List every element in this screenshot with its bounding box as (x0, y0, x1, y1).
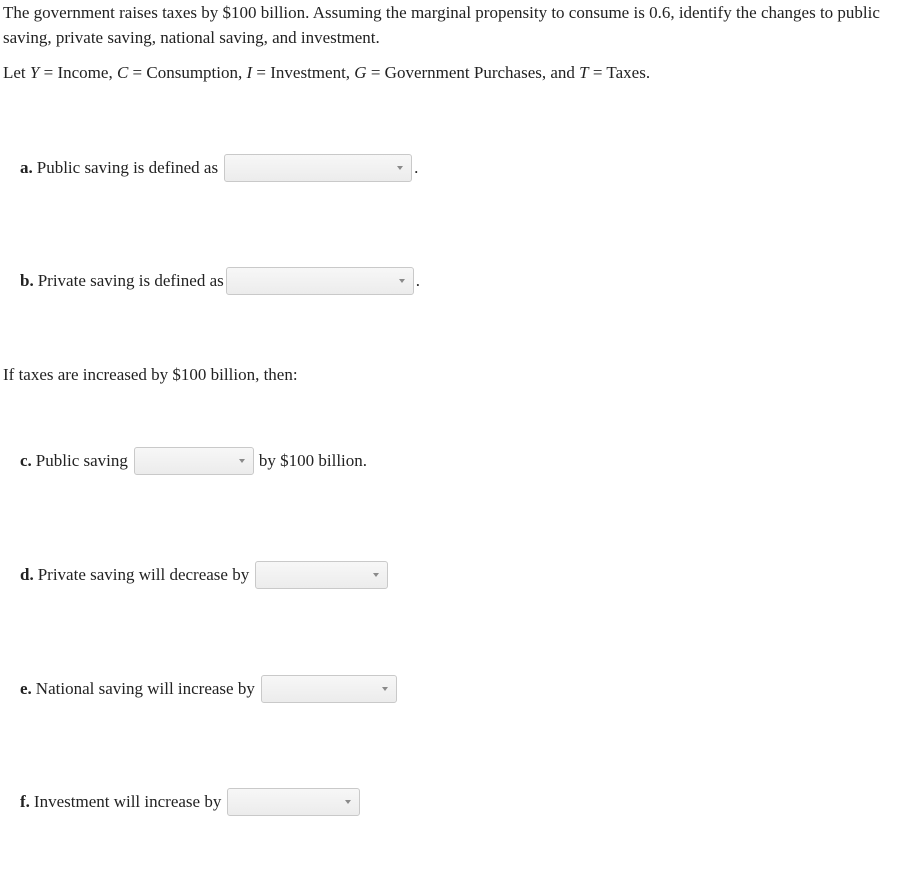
question-a (20, 153, 418, 183)
private-saving-decrease-dropdown[interactable] (255, 561, 388, 589)
chevron-down-icon (397, 166, 403, 170)
private-saving-definition-dropdown[interactable] (226, 267, 414, 295)
question-c-letter: c. (20, 451, 32, 470)
question-a-suffix: . (414, 158, 419, 177)
let-label: Let (3, 63, 26, 82)
var-t: T (579, 63, 589, 82)
chevron-down-icon (345, 800, 351, 804)
question-c-text: Public saving (35, 451, 128, 470)
question-b-letter: b. (20, 271, 34, 290)
question-b (20, 266, 420, 296)
problem-statement: The government raises taxes by $100 billion. Assuming the marginal propensity to consume is 0.6, identify the changes to public saving, private saving, national saving, and investment. (3, 3, 880, 47)
question-c-suffix: by $100 billion. (258, 451, 368, 470)
var-i: I (246, 63, 253, 82)
question-f-text: Investment will increase by (33, 792, 222, 811)
chevron-down-icon (382, 687, 388, 691)
def-y: = Income, (39, 63, 117, 82)
national-saving-increase-dropdown[interactable] (261, 675, 397, 703)
chevron-down-icon (373, 573, 379, 577)
var-g: G (354, 63, 367, 82)
question-d-letter: d. (20, 565, 34, 584)
question-a-letter: a. (20, 158, 33, 177)
question-d-text: Private saving will decrease by (37, 565, 250, 584)
def-i: = Investment, (252, 63, 355, 82)
question-e (20, 674, 397, 704)
variable-definitions (3, 60, 650, 85)
question-c (20, 446, 367, 476)
question-d (20, 560, 388, 590)
def-c: = Consumption, (128, 63, 247, 82)
question-b-suffix: . (415, 271, 420, 290)
public-saving-definition-dropdown[interactable] (224, 154, 412, 182)
var-y: Y (29, 63, 40, 82)
public-saving-change-dropdown[interactable] (134, 447, 254, 475)
question-a-text: Public saving is defined as (36, 158, 219, 177)
var-c: C (116, 63, 129, 82)
chevron-down-icon (239, 459, 245, 463)
investment-increase-dropdown[interactable] (227, 788, 360, 816)
def-g: = Government Purchases, and (366, 63, 580, 82)
question-e-text: National saving will increase by (35, 679, 255, 698)
def-t: = Taxes. (588, 63, 651, 82)
chevron-down-icon (399, 279, 405, 283)
question-e-letter: e. (20, 679, 32, 698)
question-b-text: Private saving is defined as (37, 271, 224, 290)
question-f-letter: f. (20, 792, 30, 811)
question-f (20, 787, 360, 817)
condition-statement: If taxes are increased by $100 billion, then: (3, 365, 298, 384)
